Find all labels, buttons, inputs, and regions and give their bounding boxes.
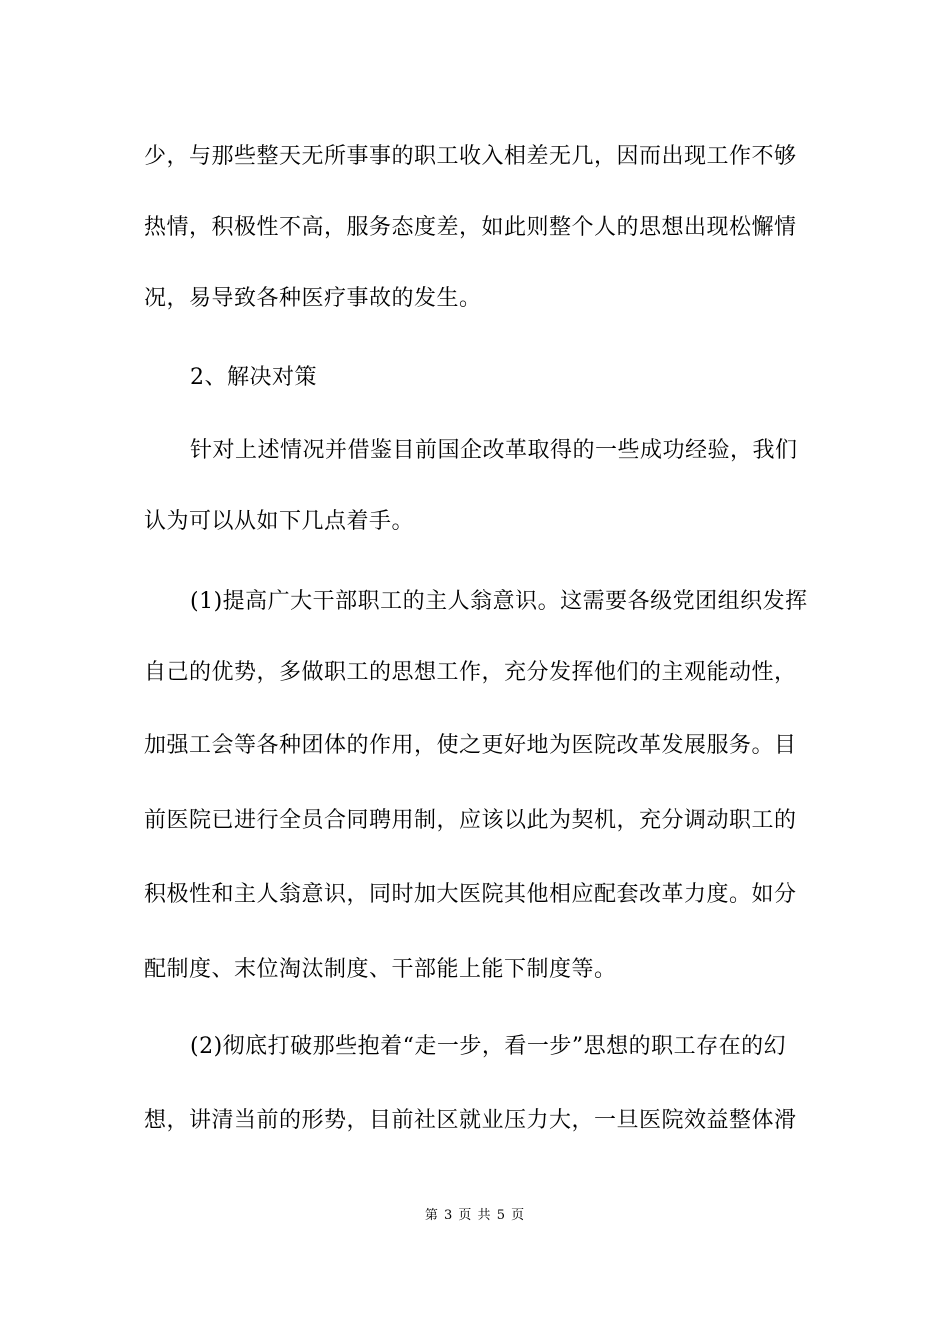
body-text-line: 加强工会等各种团体的作用，使之更好地为医院改革发展服务。目 — [144, 733, 797, 758]
body-text-line: 想，讲清当前的形势，目前社区就业压力大，一旦医院效益整体滑 — [144, 1108, 797, 1133]
page-number-footer: 第 3 页 共 5 页 — [424, 1208, 526, 1223]
body-text-line: 况，易导致各种医疗事故的发生。 — [144, 286, 482, 311]
body-text-line: 少，与那些整天无所事事的职工收入相差无几，因而出现工作不够 — [144, 144, 797, 169]
body-text-line: 自己的优势，多做职工的思想工作，充分发挥他们的主观能动性， — [144, 660, 797, 685]
section-heading: 2、解决对策 — [190, 365, 317, 390]
body-text-line: (1)提高广大干部职工的主人翁意识。这需要各级党团组织发挥 — [190, 589, 808, 614]
body-text-line: (2)彻底打破那些抱着“走一步，看一步”思想的职工存在的幻 — [190, 1034, 787, 1059]
body-text-line: 配制度、末位淘汰制度、干部能上能下制度等。 — [144, 957, 617, 982]
body-text-line: 积极性和主人翁意识，同时加大医院其他相应配套改革力度。如分 — [144, 882, 797, 907]
body-text-line: 热情，积极性不高，服务态度差，如此则整个人的思想出现松懈情 — [144, 215, 797, 240]
body-text-line: 针对上述情况并借鉴目前国企改革取得的一些成功经验，我们 — [190, 438, 798, 463]
body-text-line: 前医院已进行全员合同聘用制，应该以此为契机，充分调动职工的 — [144, 808, 797, 833]
body-text-line: 认为可以从如下几点着手。 — [144, 509, 415, 534]
